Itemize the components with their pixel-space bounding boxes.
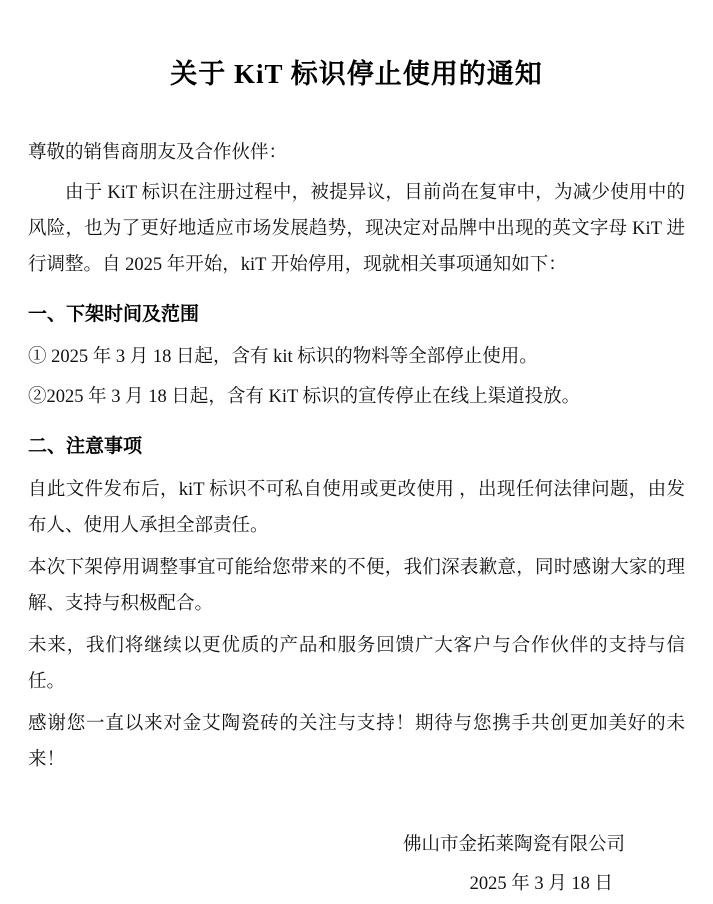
list-item: ②2025 年 3 月 18 日起，含有 KiT 标识的宣传停止在线上渠道投放。: [28, 387, 581, 408]
salutation: 尊敬的销售商朋友及合作伙伴：: [28, 143, 288, 163]
notice-paragraph: 未来，我们将继续以更优质的产品和服务回馈广大客户与合作伙伴的支持与信任。: [28, 635, 685, 692]
intro-paragraph: 由于 KiT 标识在注册过程中，被提异议，目前尚在复审中，为减少使用中的风险，也为了更好地适应市场发展趋势，现决定对品牌中出现的英文字母 KiT 进行调整。自 2025 年开始，kiT 开始停用，现就相关事项通知如下：: [28, 183, 685, 276]
document-body: [28, 135, 685, 778]
page-title: 关于 KiT 标识停止使用的通知: [170, 59, 543, 89]
notice-paragraph: 感谢您一直以来对金艾陶瓷砖的关注与支持！期待与您携手共创更加美好的未来！: [28, 713, 685, 770]
signature-company: 佛山市金拓莱陶瓷有限公司: [402, 835, 625, 856]
list-item: ① 2025 年 3 月 18 日起，含有 kit 标识的物料等全部停止使用。: [28, 347, 538, 368]
signature-date: 2025 年 3 月 18 日: [469, 873, 613, 894]
notice-paragraph: 自此文件发布后，kiT 标识不可私自使用或更改使用 ，出现任何法律问题，由发布人、使用人承担全部责任。: [28, 479, 685, 536]
section-two-heading: 二、注意事项: [28, 436, 143, 458]
section-one-heading: 一、下架时间及范围: [28, 304, 200, 326]
signature-block: [28, 826, 685, 904]
notice-paragraph: 本次下架停用调整事宜可能给您带来的不便，我们深表歉意，同时感谢大家的理解、支持与积极配合。: [28, 557, 685, 614]
